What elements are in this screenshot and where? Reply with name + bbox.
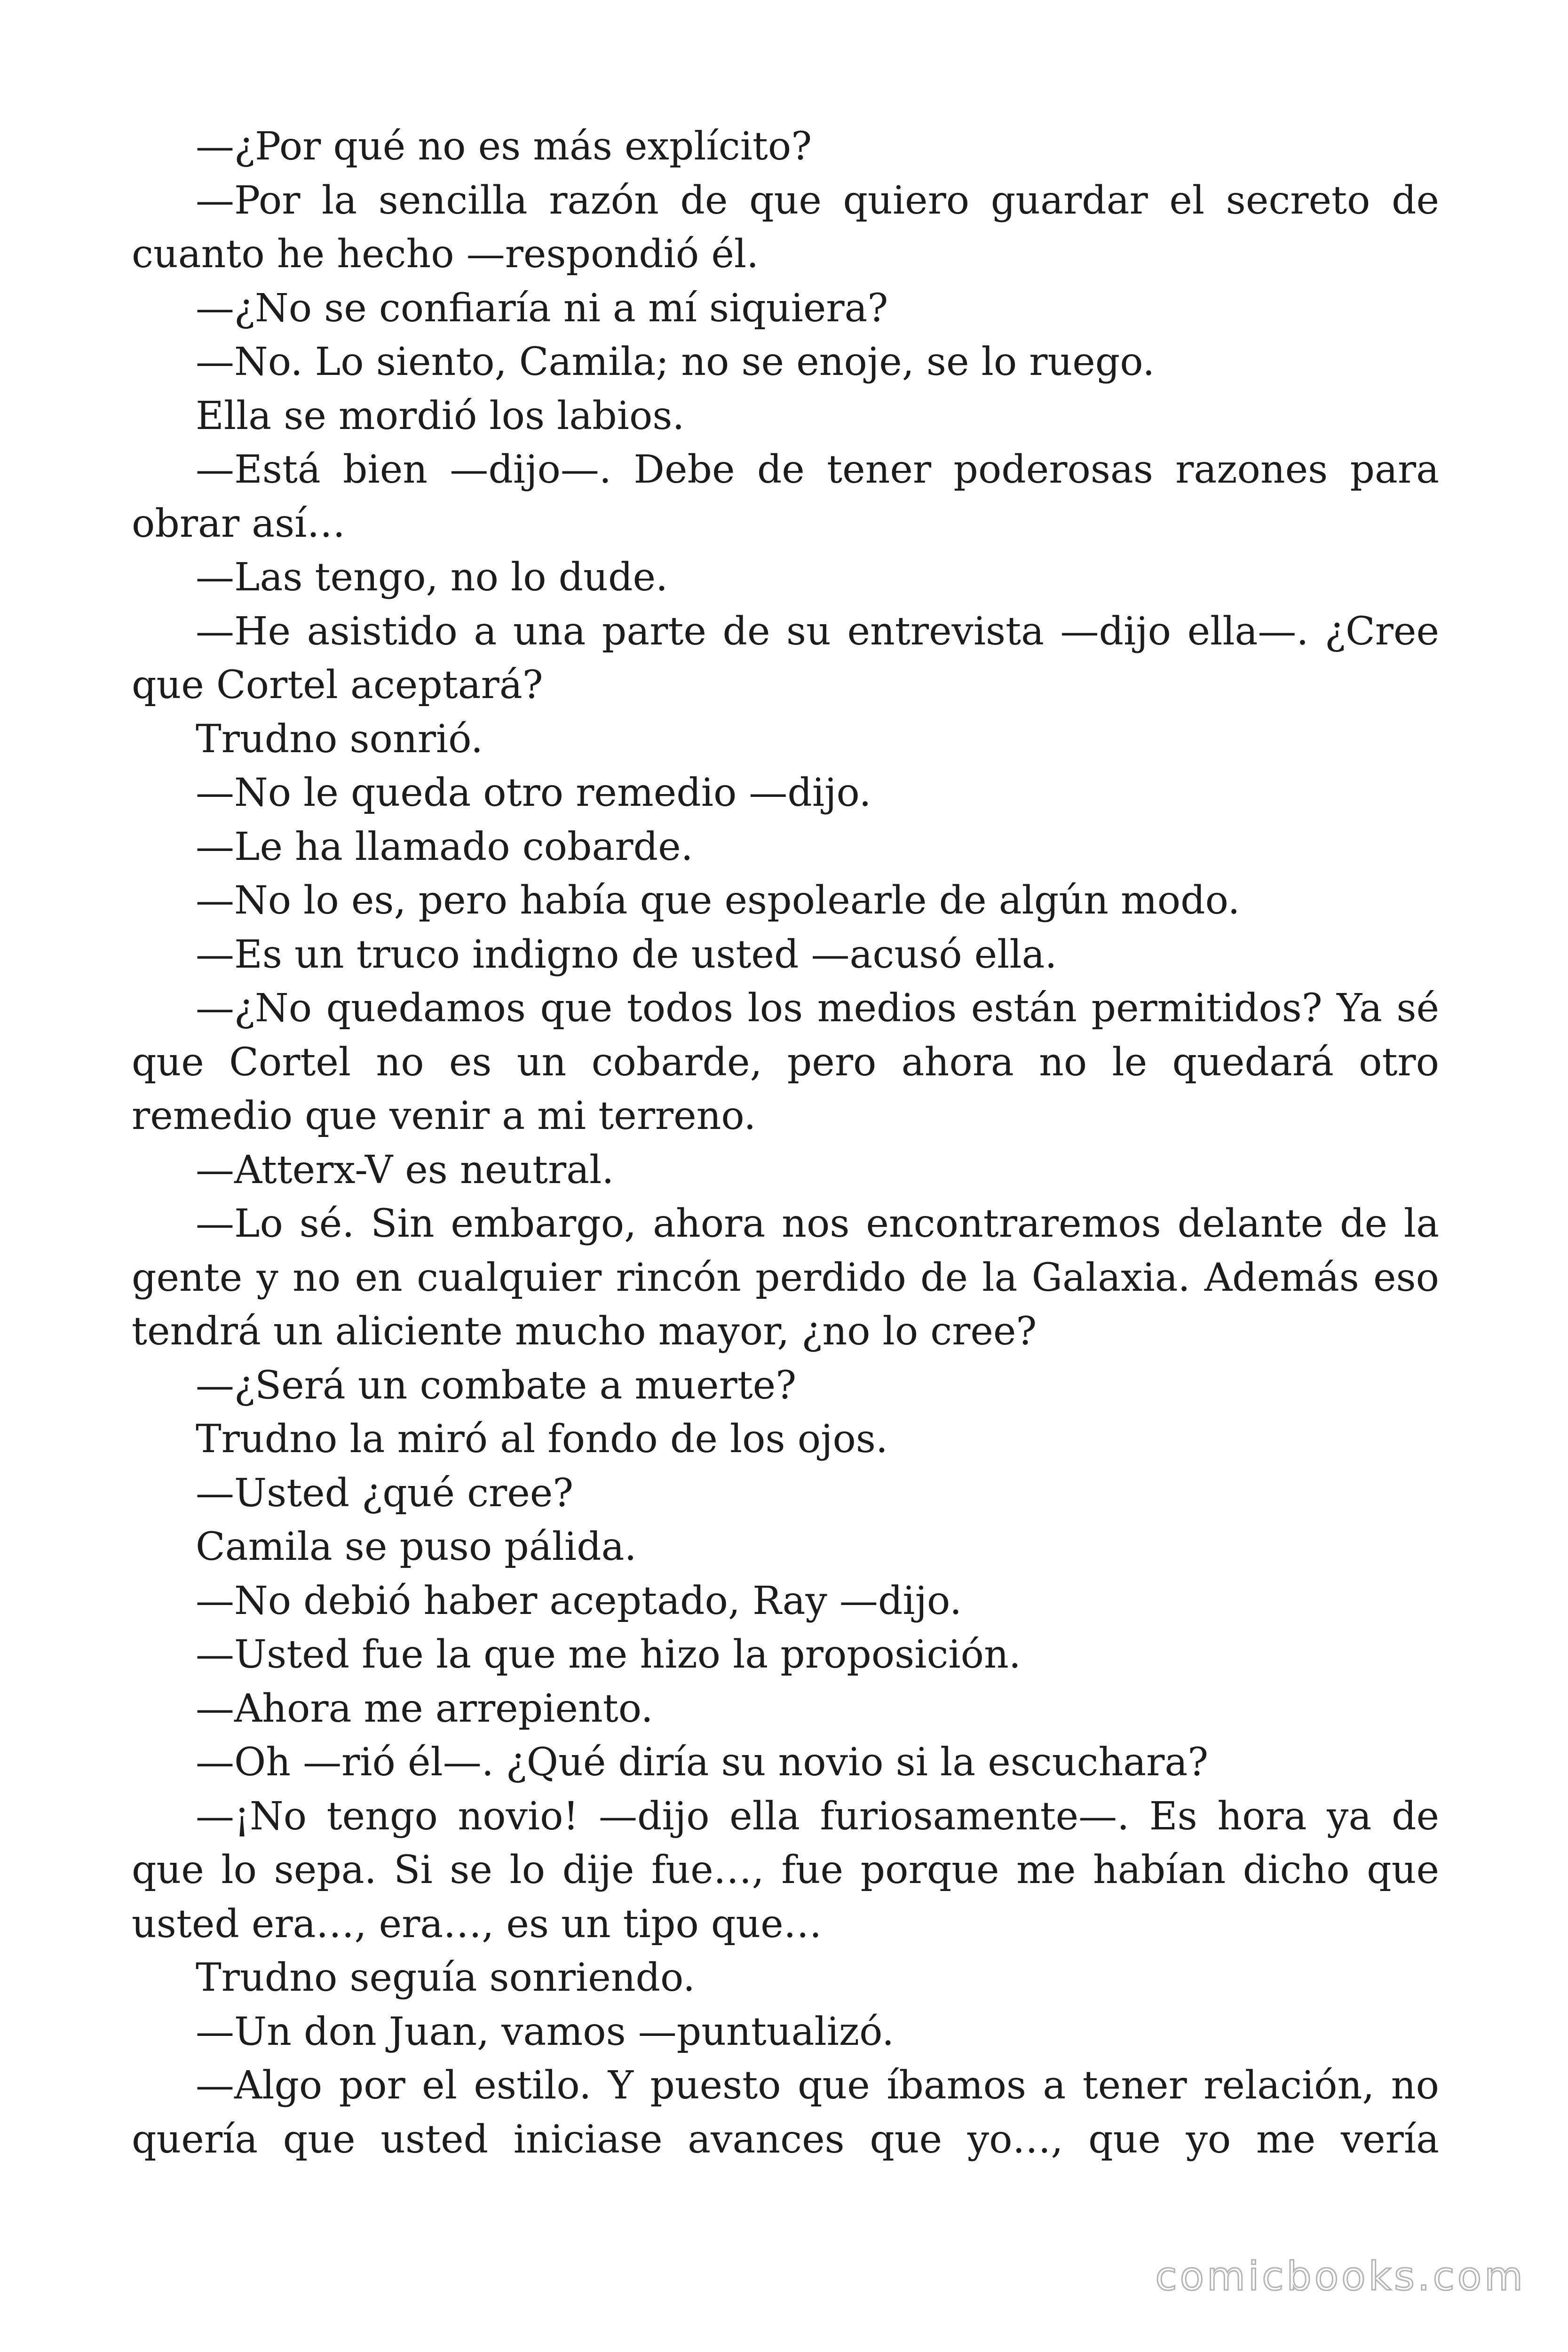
paragraph: —Está bien —dijo—. Debe de tener poderosas razones para obrar así… (132, 447, 1439, 546)
paragraph: —Ahora me arrepiento. (196, 1686, 653, 1731)
paragraph: Ella se mordió los labios. (196, 393, 685, 438)
paragraph: —No. Lo siento, Camila; no se enoje, se lo ruego. (196, 340, 1155, 384)
paragraph-continued: —Algo por el estilo. Y puesto que íbamos a tener relación, no quería que usted iniciase avances que yo…, que yo me vería (132, 2063, 1439, 2162)
body-text (132, 120, 1439, 2167)
paragraph: —Oh —rió él—. ¿Qué diría su novio si la escuchara? (196, 1740, 1209, 1785)
paragraph: Trudno la miró al fondo de los ojos. (196, 1417, 888, 1462)
watermark: comicbooks.com (1155, 2253, 1526, 2299)
paragraph: Trudno seguía sonriendo. (196, 1955, 696, 2000)
paragraph: —Usted fue la que me hizo la proposición. (196, 1632, 1021, 1677)
paragraph: —Le ha llamado cobarde. (196, 824, 693, 869)
paragraph: —¡No tengo novio! —dijo ella furiosamente—. Es hora ya de que lo sepa. Si se lo dije fue…, fue porque me habían dicho que usted era…, era…, es un tipo que… (132, 1794, 1439, 1947)
paragraph: Camila se puso pálida. (196, 1525, 637, 1569)
paragraph: —¿Será un combate a muerte? (196, 1363, 797, 1408)
paragraph: —No le queda otro remedio —dijo. (196, 771, 871, 815)
paragraph: —Atterx-V es neutral. (196, 1147, 614, 1192)
paragraph: —Lo sé. Sin embargo, ahora nos encontraremos delante de la gente y no en cualquier rincón perdido de la Galaxia. Además eso tendrá un aliciente mucho mayor, ¿no lo cree? (132, 1201, 1439, 1354)
paragraph: —No lo es, pero había que espolearle de algún modo. (196, 878, 1240, 923)
paragraph: —He asistido a una parte de su entrevista —dijo ella—. ¿Cree que Cortel aceptará? (132, 609, 1439, 707)
paragraph: —Por la sencilla razón de que quiero guardar el secreto de cuanto he hecho —respondió él. (132, 178, 1439, 277)
paragraph: —¿No quedamos que todos los medios están permitidos? Ya sé que Cortel no es un cobarde, pero ahora no le quedará otro remedio que venir a mi terreno. (132, 986, 1439, 1138)
paragraph: —Las tengo, no lo dude. (196, 555, 668, 600)
paragraph: —¿Por qué no es más explícito? (196, 124, 812, 169)
paragraph: —Es un truco indigno de usted —acusó ella. (196, 932, 1057, 977)
paragraph: —Usted ¿qué cree? (196, 1470, 574, 1516)
paragraph: —Un don Juan, vamos —puntualizó. (196, 2009, 895, 2054)
paragraph: —No debió haber aceptado, Ray —dijo. (196, 1578, 962, 1623)
paragraph: —¿No se confiaría ni a mí siquiera? (196, 286, 888, 331)
paragraph: Trudno sonrió. (196, 716, 483, 762)
